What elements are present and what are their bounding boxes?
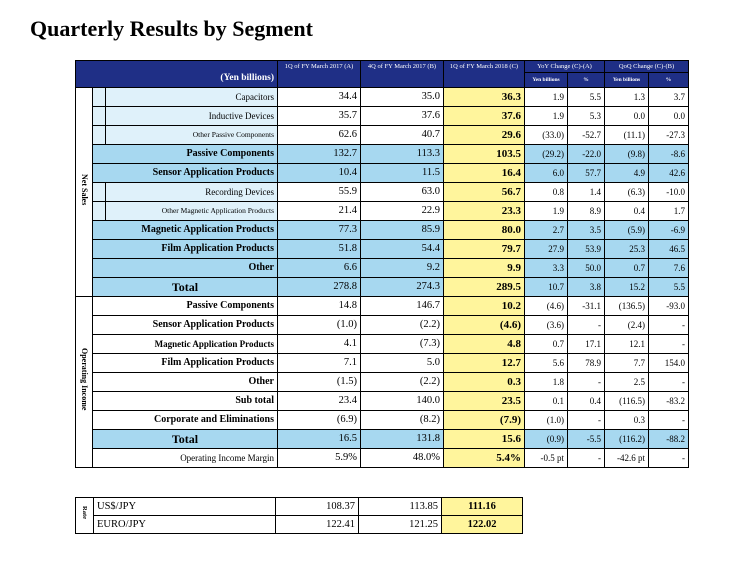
qoq-percent: 1.7 [649,202,689,221]
fx-value-b: 113.85 [359,498,442,516]
value-b: 9.2 [361,259,444,278]
qoq-percent: 154.0 [649,354,689,373]
yoy-percent: - [568,411,605,430]
value-c: 79.7 [444,240,525,259]
yoy-change: 0.7 [525,335,568,354]
qoq-change: (136.5) [605,297,649,316]
qoq-change: (11.1) [605,126,649,145]
yoy-change: (0.9) [525,430,568,449]
yoy-change: (1.0) [525,411,568,430]
value-b: 140.0 [361,392,444,411]
table-row [76,411,689,430]
yoy-change: 6.0 [525,164,568,183]
yoy-pct-header: % [568,73,605,88]
value-a: 34.4 [278,88,361,107]
value-c: 289.5 [444,278,525,297]
yoy-change: 0.8 [525,183,568,202]
table-row [76,164,689,183]
qoq-percent: -93.0 [649,297,689,316]
value-c: 37.6 [444,107,525,126]
qoq-yen-header: Yen billions [605,73,649,88]
value-b: 63.0 [361,183,444,202]
value-c: 0.3 [444,373,525,392]
table-row [76,183,689,202]
col-header-b: 4Q of FY March 2017 (B) [361,61,444,88]
value-a: (6.9) [278,411,361,430]
table-row [76,145,689,164]
qoq-change: 0.3 [605,411,649,430]
yoy-percent: 57.7 [568,164,605,183]
yoy-change: (29.2) [525,145,568,164]
value-b: 22.9 [361,202,444,221]
value-a: (1.5) [278,373,361,392]
fx-row [76,498,523,516]
segment-results-table [75,60,689,468]
value-a: (1.0) [278,316,361,335]
yoy-percent: 5.3 [568,107,605,126]
value-a: 14.8 [278,297,361,316]
qoq-percent: 0.0 [649,107,689,126]
yoy-change: 1.9 [525,107,568,126]
qoq-percent: - [649,335,689,354]
value-b: 40.7 [361,126,444,145]
value-a: 16.5 [278,430,361,449]
table-row [76,278,689,297]
yoy-percent: 53.9 [568,240,605,259]
value-c: 4.8 [444,335,525,354]
table-row [76,392,689,411]
fx-label: US$/JPY [94,498,276,516]
yoy-change: 2.7 [525,221,568,240]
value-a: 55.9 [278,183,361,202]
qoq-change: 4.9 [605,164,649,183]
yoy-change: 5.6 [525,354,568,373]
qoq-percent: - [649,373,689,392]
value-a: 35.7 [278,107,361,126]
qoq-change: -42.6 pt [605,449,649,468]
qoq-change: 7.7 [605,354,649,373]
qoq-change: 25.3 [605,240,649,259]
table-row [76,316,689,335]
qoq-percent: -8.6 [649,145,689,164]
yoy-percent: - [568,316,605,335]
qoq-percent: -88.2 [649,430,689,449]
qoq-change: (5.9) [605,221,649,240]
row-label: Film Application Products [93,354,278,373]
yoy-yen-header: Yen billions [525,73,568,88]
yoy-percent: 78.9 [568,354,605,373]
yoy-change: 1.9 [525,88,568,107]
value-c: 29.6 [444,126,525,145]
row-label: Other [93,259,278,278]
yoy-change: 3.3 [525,259,568,278]
operating-income-section [76,297,689,468]
fx-label: EURO/JPY [94,516,276,534]
value-b: (2.2) [361,373,444,392]
yoy-change: (33.0) [525,126,568,145]
qoq-percent: 7.6 [649,259,689,278]
qoq-change: 15.2 [605,278,649,297]
indent-spacer [93,202,106,221]
value-b: (8.2) [361,411,444,430]
yoy-change: 10.7 [525,278,568,297]
value-c: 16.4 [444,164,525,183]
value-a: 278.8 [278,278,361,297]
value-b: 113.3 [361,145,444,164]
yoy-percent: 17.1 [568,335,605,354]
qoq-percent: 5.5 [649,278,689,297]
qoq-percent: - [649,316,689,335]
fx-value-a: 108.37 [276,498,359,516]
yoy-percent: 8.9 [568,202,605,221]
yoy-change: 0.1 [525,392,568,411]
value-c: 9.9 [444,259,525,278]
qoq-percent: - [649,411,689,430]
value-c: 36.3 [444,88,525,107]
table-row [76,297,689,316]
qoq-percent: 3.7 [649,88,689,107]
table-row [76,449,689,468]
value-a: 21.4 [278,202,361,221]
row-label: Recording Devices [106,183,278,202]
value-a: 77.3 [278,221,361,240]
value-c: 103.5 [444,145,525,164]
fx-value-b: 121.25 [359,516,442,534]
row-label: Magnetic Application Products [93,221,278,240]
value-b: (7.3) [361,335,444,354]
table-row [76,259,689,278]
value-c: 80.0 [444,221,525,240]
row-label: Sensor Application Products [93,316,278,335]
fx-value-a: 122.41 [276,516,359,534]
value-b: 11.5 [361,164,444,183]
col-header-a: 1Q of FY March 2017 (A) [278,61,361,88]
value-a: 10.4 [278,164,361,183]
table-row [76,430,689,449]
value-c: 23.5 [444,392,525,411]
value-c: 15.6 [444,430,525,449]
qoq-change: (116.2) [605,430,649,449]
yoy-percent: 1.4 [568,183,605,202]
qoq-percent: -6.9 [649,221,689,240]
row-label: Passive Components [93,297,278,316]
fx-value-c: 122.02 [442,516,523,534]
qoq-percent: -27.3 [649,126,689,145]
yoy-percent: -5.5 [568,430,605,449]
fx-row [76,516,523,534]
qoq-percent: - [649,449,689,468]
value-a: 132.7 [278,145,361,164]
page-title: Quarterly Results by Segment [30,16,313,41]
row-label: Other Passive Components [106,126,278,145]
table-row [76,240,689,259]
yoy-percent: 3.5 [568,221,605,240]
operating-income-group-label: Operating Income [76,297,93,468]
value-a: 51.8 [278,240,361,259]
col-header-qoq: QoQ Change (C)-(B) [605,61,689,73]
value-b: (2.2) [361,316,444,335]
yoy-percent: -52.7 [568,126,605,145]
row-label: Film Application Products [93,240,278,259]
qoq-change: 0.7 [605,259,649,278]
value-b: 274.3 [361,278,444,297]
qoq-pct-header: % [649,73,689,88]
table-row [76,335,689,354]
value-a: 7.1 [278,354,361,373]
indent-spacer [93,183,106,202]
yoy-change: 1.9 [525,202,568,221]
yoy-change: (3.6) [525,316,568,335]
col-header-yoy: YoY Change (C)-(A) [525,61,605,73]
row-label: Passive Components [93,145,278,164]
qoq-percent: 42.6 [649,164,689,183]
qoq-change: 0.0 [605,107,649,126]
value-b: 54.4 [361,240,444,259]
value-c: 12.7 [444,354,525,373]
yoy-percent: 3.8 [568,278,605,297]
row-label: Other Magnetic Application Products [106,202,278,221]
value-c: 10.2 [444,297,525,316]
row-label: Total [93,430,278,449]
qoq-change: 12.1 [605,335,649,354]
header-row [76,61,689,73]
value-b: 48.0% [361,449,444,468]
row-label: Sub total [93,392,278,411]
row-label: Corporate and Eliminations [93,411,278,430]
qoq-change: 1.3 [605,88,649,107]
yoy-percent: - [568,449,605,468]
yoy-change: (4.6) [525,297,568,316]
qoq-change: 0.4 [605,202,649,221]
value-a: 62.6 [278,126,361,145]
value-c: (4.6) [444,316,525,335]
yoy-percent: 50.0 [568,259,605,278]
yoy-change: 27.9 [525,240,568,259]
value-c: (7.9) [444,411,525,430]
yoy-change: 1.8 [525,373,568,392]
row-label: Sensor Application Products [93,164,278,183]
value-c: 23.3 [444,202,525,221]
value-b: 35.0 [361,88,444,107]
value-b: 146.7 [361,297,444,316]
qoq-change: (6.3) [605,183,649,202]
table-row [76,126,689,145]
value-b: 131.8 [361,430,444,449]
net-sales-group-label: Net Sales [76,88,93,297]
value-a: 23.4 [278,392,361,411]
qoq-change: (9.8) [605,145,649,164]
row-label: Inductive Devices [106,107,278,126]
net-sales-section [76,88,689,297]
table-row [76,221,689,240]
indent-spacer [93,88,106,107]
qoq-percent: -10.0 [649,183,689,202]
row-label: Magnetic Application Products [93,335,278,354]
value-b: 5.0 [361,354,444,373]
yoy-percent: -31.1 [568,297,605,316]
row-label: Operating Income Margin [93,449,278,468]
fx-rate-table [75,497,523,534]
row-label: Capacitors [106,88,278,107]
indent-spacer [93,107,106,126]
fx-group-label: Rate [76,498,94,534]
qoq-percent: -83.2 [649,392,689,411]
indent-spacer [93,126,106,145]
qoq-change: 2.5 [605,373,649,392]
unit-label: (Yen billions) [76,61,278,88]
value-b: 85.9 [361,221,444,240]
yoy-percent: 5.5 [568,88,605,107]
table-row [76,88,689,107]
yoy-percent: 0.4 [568,392,605,411]
fx-value-c: 111.16 [442,498,523,516]
value-a: 6.6 [278,259,361,278]
table-row [76,354,689,373]
yoy-percent: - [568,373,605,392]
value-a: 4.1 [278,335,361,354]
value-b: 37.6 [361,107,444,126]
yoy-percent: -22.0 [568,145,605,164]
value-c: 56.7 [444,183,525,202]
qoq-percent: 46.5 [649,240,689,259]
col-header-c: 1Q of FY March 2018 (C) [444,61,525,88]
row-label: Total [93,278,278,297]
row-label: Other [93,373,278,392]
qoq-change: (116.5) [605,392,649,411]
table-row [76,107,689,126]
qoq-change: (2.4) [605,316,649,335]
value-a: 5.9% [278,449,361,468]
table-row [76,202,689,221]
yoy-change: -0.5 pt [525,449,568,468]
table-row [76,373,689,392]
value-c: 5.4% [444,449,525,468]
